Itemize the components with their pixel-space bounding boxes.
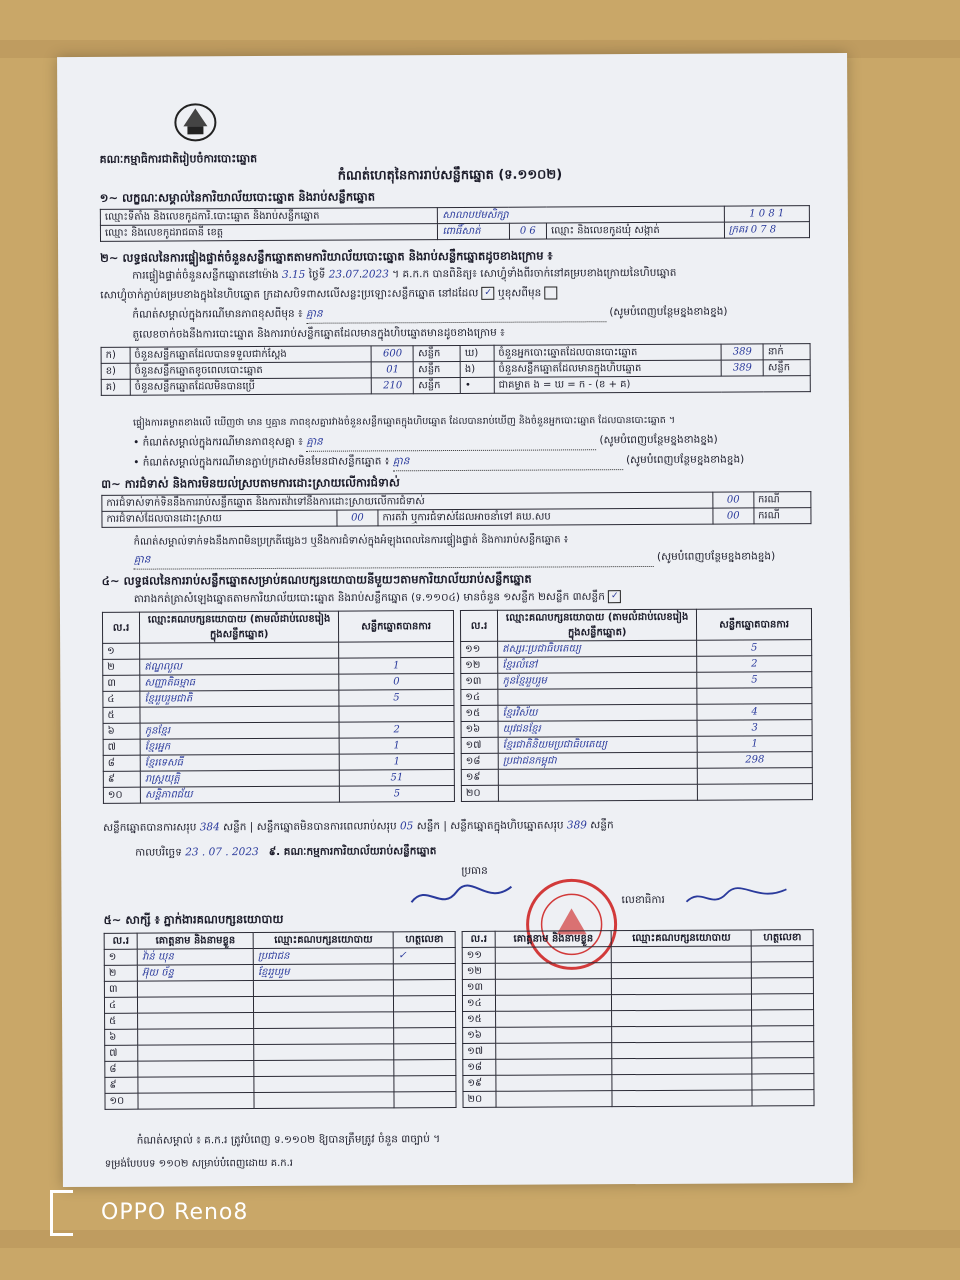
witness-row xyxy=(104,948,455,966)
party-name: សន្ដិភាពជ័យ xyxy=(141,786,340,803)
party-no: ១៤ xyxy=(461,689,498,705)
votes-table-left: ល.រ ឈ្មោះគណបក្សនយោបាយ (តាមលំដាប់លេខរៀងក្នុងសន្លឹកឆ្នោត) សន្លឹកឆ្នោតបានការ ១ ២ ឥណ្ឌលួល 1 ៣ សញ្ញាតិធម្មាធ 0 ៤ ខ្មែររួបរួមជាតិ 5 ៥ ៦ កូនខ្មែរ 2 ៧ ខ្មែរអ្នក 1 ៨ ខ្មែរទេសធី 1 ៩ រាស្ត្រយុត្តិ 51 ១០ សន្ដិភាពជ័យ 5 xyxy=(102,610,455,804)
witness-party xyxy=(254,1044,394,1061)
party-votes: 5 xyxy=(697,640,812,657)
party-no: ៣ xyxy=(103,675,140,691)
witness-row xyxy=(463,1074,814,1092)
witness-party xyxy=(254,1092,394,1109)
party-name: យុវជនខ្មែរ xyxy=(498,720,697,737)
party-votes: 1 xyxy=(339,754,454,771)
party-row xyxy=(461,640,812,658)
province-code: 0 6 xyxy=(509,223,547,239)
witness-empty-cell xyxy=(612,1058,752,1075)
witness-party: ខ្មែររួបរួម xyxy=(253,964,393,981)
witness-party xyxy=(254,1060,394,1077)
witness-empty-cell xyxy=(612,1042,752,1059)
party-votes: 3 xyxy=(697,720,812,737)
witness-empty-cell xyxy=(752,978,814,994)
witness-name xyxy=(138,997,254,1014)
party-row xyxy=(103,722,454,740)
witness-empty-cell xyxy=(611,962,751,979)
witness-no: ១៣ xyxy=(462,979,495,995)
location-label: ឈ្មោះទីតាំង និងលេខកូដការិ.បោះឆ្នោត និងរាប់សន្លឹកឆ្នោត xyxy=(100,208,438,226)
witness-row xyxy=(105,1012,456,1030)
party-votes: 2 xyxy=(339,722,454,739)
party-no: ៦ xyxy=(103,723,140,739)
party-votes: 4 xyxy=(697,704,812,721)
party-row xyxy=(461,688,812,706)
witness-empty-cell xyxy=(496,1027,612,1044)
witness-empty-cell xyxy=(611,946,751,963)
section-2-title: ២~ លទ្ធផលនៃការផ្ទៀងផ្ទាត់ចំនួនសន្លឹកឆ្នោតតាមការិយាល័យបោះឆ្នោត និងរាប់សន្លឹកឆ្នោតដូចខាងក្រោម ៖ xyxy=(100,248,553,265)
party-name: ខ្មែរលំនៅ xyxy=(498,656,697,673)
location-code: 1 0 8 1 xyxy=(724,206,809,222)
witness-party xyxy=(254,996,394,1013)
objection-note-value: គ្មាន (សូមបំពេញបន្ថែមខ្នងខាងខ្នង) xyxy=(134,550,776,569)
section-4-title: ៤~ លទ្ធផលនៃការរាប់សន្លឹកឆ្នោតសម្រាប់គណបក្សនយោបាយនីមួយៗតាមការិយាល័យរាប់សន្លឹកឆ្នោត xyxy=(101,571,532,588)
ballot-count-form xyxy=(57,53,853,1187)
witness-no: ១ xyxy=(104,949,137,965)
witness-sign: ✓ xyxy=(394,948,456,964)
witness-row xyxy=(105,1092,456,1110)
party-votes: 5 xyxy=(339,690,454,707)
witness-row xyxy=(462,946,813,964)
province-value: ពោធិ៍សាត់ xyxy=(438,223,509,239)
witness-name xyxy=(138,1045,254,1062)
votes-table-right: ល.រ ឈ្មោះគណបក្សនយោបាយ (តាមលំដាប់លេខរៀងក្នុងសន្លឹកឆ្នោត) សន្លឹកឆ្នោតបានការ ១១ ឥស្សរៈប្រជាធិបតេយ្យ 5 ១២ ខ្មែរលំនៅ 2 ១៣ កូនខ្មែររួបរួម 5 ១៤ ១៥ ខ្មែរវិស័យ 4 ១៦ យុវជនខ្មែរ 3 ១៧ ខ្មែរជាតិនិយមប្រជាធិបតេយ្យ 1 ១៨ ប្រជាជនកម្ពុជា 298 ១៩ ២០ xyxy=(460,608,813,802)
witness-empty-cell xyxy=(496,979,612,996)
witness-sign xyxy=(394,1028,456,1044)
witness-empty-cell xyxy=(752,1058,814,1074)
witness-party xyxy=(254,1012,394,1029)
witness-empty-cell xyxy=(752,1026,814,1042)
witness-empty-cell xyxy=(752,1042,814,1058)
party-votes xyxy=(697,768,812,785)
witness-empty-cell xyxy=(496,1075,612,1092)
party-no: ៧ xyxy=(103,739,140,755)
witness-empty-cell xyxy=(752,946,814,962)
section-3-title: ៣~ ការជំទាស់ និងការមិនយល់ស្របតាមការដោះស្រាយលើការជំទាស់ xyxy=(101,475,400,491)
party-name: កូនខ្មែររួបរួម xyxy=(498,672,697,689)
party-row xyxy=(461,752,812,770)
witness-empty-cell xyxy=(612,1010,752,1027)
sheet-count-checkbox: ✓ xyxy=(608,590,621,603)
witness-empty-cell xyxy=(752,962,814,978)
witness-no: ១៩ xyxy=(463,1075,496,1091)
counts-table xyxy=(101,343,811,396)
witness-row xyxy=(463,1058,814,1076)
witness-empty-cell xyxy=(752,994,814,1010)
party-row xyxy=(103,642,454,660)
witness-name xyxy=(138,1029,254,1046)
witness-row xyxy=(463,1042,814,1060)
party-name xyxy=(498,768,697,785)
witness-row xyxy=(463,1026,814,1044)
province-label: ឈ្មោះ និងលេខកូដរាជធានី ខេត្ត xyxy=(100,224,438,242)
difference-line: ផ្ទៀងការគម្លាតខាងលើ ឃើញថា មាន ឬគ្មាន ភាពខុសគ្នារវាងចំនួនសន្លឹកឆ្នោតក្នុងហិបឆ្នោត ដែលបានរាប់ឃើញ និងចំនួនអ្នកបោះឆ្នោត ដែលបានបោះឆ្នោត ។ xyxy=(132,414,676,429)
unchanged-checkbox: ✓ xyxy=(482,287,495,300)
party-votes: 298 xyxy=(697,752,812,769)
witness-sign xyxy=(394,1044,456,1060)
party-votes xyxy=(698,784,813,801)
party-votes: 0 xyxy=(339,674,454,691)
witness-empty-cell xyxy=(496,963,612,980)
date-line: កាលបរិច្ឆេទ 23 . 07 . 2023 ៩. គណៈកម្មការការិយាល័យរាប់សន្លឹកឆ្នោត xyxy=(135,845,437,859)
party-name: ខ្មែរទេសធី xyxy=(140,754,339,771)
party-name: ខ្មែរអ្នក xyxy=(140,738,339,755)
party-no: ៥ xyxy=(103,707,140,723)
witness-no: ១៥ xyxy=(463,1011,496,1027)
counts-intro: តួលេខចាក់ចងនឹងការបោះឆ្នោត និងការរាប់សន្លឹកឆ្នោតដែលមានក្នុងហិបឆ្នោតមានដូចខាងក្រោម ៖ xyxy=(132,326,505,341)
footer-note: កំណត់សម្គាល់ ៖ គ.ក.រ ត្រូវបំពេញ ទ.១១០២ ឱ្យបានត្រឹមត្រូវ ចំនួន ៣ច្បាប់ ។ xyxy=(136,1133,441,1147)
witness-sign xyxy=(394,996,456,1012)
party-no: ៨ xyxy=(103,755,140,771)
party-no: ១៦ xyxy=(461,721,498,737)
section-5-title: ៥~ សាក្សី ៖ ភ្នាក់ងារគណបក្សនយោបាយ xyxy=(103,911,284,927)
witness-empty-cell xyxy=(752,1074,814,1090)
party-name: ឥស្សរៈប្រជាធិបតេយ្យ xyxy=(498,640,697,657)
witness-row xyxy=(462,994,813,1012)
witness-no: ១២ xyxy=(462,963,495,979)
party-row xyxy=(461,672,812,690)
party-no: ២ xyxy=(103,659,140,675)
witness-party xyxy=(254,1028,394,1045)
witness-no: ៤ xyxy=(104,997,137,1013)
note-2-line: • កំណត់សម្គាល់ក្នុងករណីមានភាពខុសគ្នា ៖ គ្មាន (សូមបំពេញបន្ថែមខ្នងខាងខ្នង) xyxy=(133,434,718,453)
witness-name xyxy=(138,981,254,998)
party-votes: 1 xyxy=(339,658,454,675)
witness-no: ២០ xyxy=(463,1091,496,1107)
witness-empty-cell xyxy=(752,1010,814,1026)
witness-no: ៥ xyxy=(105,1013,138,1029)
witness-empty-cell xyxy=(496,1043,612,1060)
witness-no: ១៧ xyxy=(463,1043,496,1059)
witness-no: ៩ xyxy=(105,1077,138,1093)
party-no: ១៩ xyxy=(461,769,498,785)
party-name xyxy=(140,642,339,659)
section-1-title: ១~ លក្ខណៈសម្គាល់នៃការិយាល័យបោះឆ្នោត និងរាប់សន្លឹកឆ្នោត xyxy=(99,189,376,205)
witness-no: ១១ xyxy=(462,947,495,963)
witness-empty-cell xyxy=(611,978,751,995)
witness-row xyxy=(104,964,455,982)
party-row xyxy=(103,674,454,692)
witness-sign xyxy=(394,980,456,996)
camera-watermark: OPPO Reno8 xyxy=(50,1190,248,1236)
witness-no: ៧ xyxy=(105,1045,138,1061)
witness-party xyxy=(253,980,393,997)
witness-party xyxy=(254,1076,394,1093)
party-row xyxy=(103,754,454,772)
party-votes xyxy=(697,688,812,705)
party-name: សញ្ញាតិធម្មាធ xyxy=(140,674,339,691)
witness-sign xyxy=(394,1092,456,1108)
party-row xyxy=(103,706,454,724)
witness-empty-cell xyxy=(612,1090,752,1107)
party-votes: 5 xyxy=(340,786,455,803)
witness-no: ១៨ xyxy=(463,1059,496,1075)
witness-no: ៣ xyxy=(104,981,137,997)
witness-row xyxy=(104,980,455,998)
party-no: ៤ xyxy=(103,691,140,707)
party-row xyxy=(103,658,454,676)
witness-sign xyxy=(394,1012,456,1028)
witness-row xyxy=(105,1044,456,1062)
party-name xyxy=(498,688,697,705)
witness-empty-cell xyxy=(496,1091,612,1108)
party-no: ១៧ xyxy=(461,737,498,753)
chief-label: ប្រធាន xyxy=(461,864,488,877)
party-name: ខ្មែររួបរួមជាតិ xyxy=(140,690,339,707)
form-title: កំណត់ហេតុនៃការរាប់សន្លឹកឆ្នោត (ទ.១១០២) xyxy=(337,167,563,184)
section-1-table xyxy=(100,205,810,242)
party-no: ១០ xyxy=(103,787,140,803)
count-row: ខ) ចំនួនសន្លឹកឆ្នោតខូចពេលបោះឆ្នោត 01 សន្លឹក ង) ចំនួនសន្លឹកឆ្នោតដែលមានក្នុងហិបឆ្នោត 389 សន្លឹក xyxy=(101,360,810,380)
party-no: ១៨ xyxy=(461,753,498,769)
witness-table-left: ល.រ គោត្តនាម និងនាមខ្លួន ឈ្មោះគណបក្សនយោបាយ ហត្ថលេខា ១ វ៉ាន់ ឃុន ប្រជាជន ✓ ២ អ៊ុយ ច័ន្ទ ខ្មែររួបរួម ៣ ៤ ៥ ៦ ៧ ៨ ៩ ១០ xyxy=(104,931,457,1110)
witness-sign xyxy=(394,964,456,980)
secretary-label: លេខាធិការ xyxy=(621,893,665,907)
party-row xyxy=(103,786,454,804)
party-votes xyxy=(339,706,454,723)
party-name: ខ្មែរវិស័យ xyxy=(498,704,697,721)
party-no: ១២ xyxy=(461,657,498,673)
party-row xyxy=(461,704,812,722)
camera-logo-icon xyxy=(50,1190,73,1236)
witness-no: ១៦ xyxy=(463,1027,496,1043)
party-name: រាស្ត្រយុត្តិ xyxy=(140,770,339,787)
note-3-line: • កំណត់សម្គាល់ក្នុងករណីមានភ្ជាប់ក្រដាសមិនមែនជាសន្លឹកឆ្នោត ៖ គ្មាន (សូមបំពេញបន្ថែមខ្នងខាងខ្នង) xyxy=(133,453,744,472)
objection-note: កំណត់សម្គាល់ទាក់ទងនឹងភាពមិនប្រក្រតីផ្សេងៗ ឬនឹងការជំទាស់ក្នុងអំឡុងពេលនៃការផ្ទៀងផ្ទាត់ និងការរាប់សន្លឹកឆ្នោត ៖ xyxy=(133,534,569,548)
witness-no: ២ xyxy=(104,965,137,981)
nec-emblem-icon xyxy=(169,96,221,144)
witness-empty-cell xyxy=(752,1090,814,1106)
party-name xyxy=(499,784,698,801)
party-name: កូនខ្មែរ xyxy=(140,722,339,739)
sheets-line: តារាងកត់ត្រាសំឡេងឆ្នោតតាមការិយាល័យបោះឆ្នោត និងរាប់សន្លឹកឆ្នោត (ទ.១១០៤) មានចំនួន ១សន្លឹក ២សន្លឹក ៣សន្លឹក ✓ xyxy=(134,590,621,608)
witness-row xyxy=(105,1028,456,1046)
witness-empty-cell xyxy=(496,947,612,964)
party-votes: 2 xyxy=(697,656,812,673)
seal-check-line: សោហ្វុំចាក់ភ្ជាប់គម្របខាងក្នុងនៃហិបឆ្នោត ក្រដាសបិទពាសលើសន្លះប្រឡោះសន្លឹកឆ្នោត នៅដដែល ✓ ឬខុសពីមុន xyxy=(100,286,557,304)
party-row xyxy=(461,768,812,786)
party-row xyxy=(461,736,812,754)
party-row xyxy=(461,720,812,738)
witness-name: អ៊ុយ ច័ន្ទ xyxy=(138,965,254,982)
witness-row xyxy=(105,1076,456,1094)
witness-no: ៨ xyxy=(105,1061,138,1077)
witness-no: ១០ xyxy=(105,1093,138,1109)
witness-name xyxy=(138,1061,254,1078)
witness-sign xyxy=(394,1060,456,1076)
witness-no: ១៤ xyxy=(462,995,495,1011)
party-no: ១១ xyxy=(461,641,498,657)
party-no: ១៣ xyxy=(461,673,498,689)
witness-row xyxy=(104,996,455,1014)
party-votes: 51 xyxy=(339,770,454,787)
party-no: ៩ xyxy=(103,771,140,787)
party-name: ឥណ្ឌលួល xyxy=(140,658,339,675)
witness-table-right: ល.រ គោត្តនាម និងនាមខ្លួន ឈ្មោះគណបក្សនយោបាយ ហត្ថលេខា ១១ ១២ ១៣ ១៤ ១៥ ១៦ ១៧ ១៨ ១៩ ២០ xyxy=(462,929,815,1108)
party-row xyxy=(103,738,454,756)
party-no: ២០ xyxy=(461,785,498,801)
party-no: ១៥ xyxy=(461,705,498,721)
count-row: ក) ចំនួនសន្លឹកឆ្នោតដែលបានទទួលជាក់ស្តែង 600 សន្លឹក ឃ) ចំនួនអ្នកបោះឆ្នោតដែលបានបោះឆ្នោត 389 នាក់ xyxy=(101,344,810,364)
party-no: ១ xyxy=(103,643,140,659)
count-row: គ) ចំនួនសន្លឹកឆ្នោតដែលមិនបានប្រើ 210 សន្លឹក • ជាគម្លាត ង = ឃ = ក - (ខ + គ) xyxy=(101,376,810,396)
party-row xyxy=(461,656,812,674)
note-1-line: កំណត់សម្គាល់ក្នុងករណីមានភាពខុសពីមុន ៖ គ្មាន (សូមបំពេញបន្ថែមខ្នងខាងខ្នង) xyxy=(132,306,727,325)
check-time-line: ការផ្ទៀងផ្ទាត់ចំនួនសន្លឹកឆ្នោតនៅម៉ោង 3.15 ថ្ងៃទី 23.07.2023 ។ គ.ក.ក បានពិនិត្យ៖ សោហ្វុំទាំងពីរចាក់នៅគម្របខាងក្រោយនៃហិបឆ្នោត xyxy=(132,266,677,282)
footer-form-line: ទម្រង់បែបបទ ១១០២ សម្រាប់បំពេញដោយ គ.ក.រ xyxy=(104,1157,293,1170)
changed-checkbox xyxy=(545,286,558,299)
totals-line: សន្លឹកឆ្នោតបានការសរុប 384 សន្លឹក | សន្លឹកឆ្នោតមិនបានការពេលរាប់សរុប 05 សន្លឹក | សន្លឹកឆ្នោតក្នុងហិបឆ្នោតសរុប 389 សន្លឹក xyxy=(103,819,614,834)
objections-table: ការជំទាស់ទាក់ទិននឹងការរាប់សន្លឹកឆ្នោត និងការតវ៉ាទៅនឹងការដោះស្រាយលើការជំទាស់ 00 ករណី ការជំទាស់ដែលបានដោះស្រាយ 00 ការតវ៉ា ឬការជំទាស់ដែលអាចនាំទៅ គឃ.សប 00 ករណី xyxy=(101,491,811,528)
witness-row xyxy=(463,1010,814,1028)
witness-sign xyxy=(394,1076,456,1092)
witness-name xyxy=(138,1013,254,1030)
witness-empty-cell xyxy=(496,1059,612,1076)
party-votes: 5 xyxy=(697,672,812,689)
party-row xyxy=(103,770,454,788)
party-votes: 1 xyxy=(697,736,812,753)
party-name: ប្រជាជនកម្ពុជា xyxy=(498,752,697,769)
witness-party: ប្រជាជន xyxy=(253,948,393,965)
witness-empty-cell xyxy=(496,995,612,1012)
party-votes: 1 xyxy=(339,738,454,755)
witness-row xyxy=(462,962,813,980)
witness-no: ៦ xyxy=(105,1029,138,1045)
witness-empty-cell xyxy=(496,1011,612,1028)
location-value: សាលាបឋមសិក្សា xyxy=(438,206,724,223)
witness-empty-cell xyxy=(612,1026,752,1043)
commune-label: ឈ្មោះ និងលេខកូដឃុំ សង្កាត់ xyxy=(547,222,725,239)
party-row xyxy=(103,690,454,708)
org-name: គណៈកម្មាធិការជាតិរៀបចំការបោះឆ្នោត xyxy=(99,152,258,166)
party-row xyxy=(461,784,812,802)
party-name xyxy=(140,706,339,723)
witness-name xyxy=(138,1093,254,1110)
party-votes xyxy=(339,642,454,659)
party-name: ខ្មែរជាតិនិយមប្រជាធិបតេយ្យ xyxy=(498,736,697,753)
witness-row xyxy=(105,1060,456,1078)
witness-row xyxy=(462,978,813,996)
witness-name xyxy=(138,1077,254,1094)
witness-empty-cell xyxy=(612,1074,752,1091)
witness-row xyxy=(463,1090,814,1108)
chief-signature-icon xyxy=(406,877,516,918)
witness-empty-cell xyxy=(612,994,752,1011)
secretary-signature-icon xyxy=(681,881,791,912)
witness-name: វ៉ាន់ ឃុន xyxy=(138,949,254,966)
commune-value: ក្រគរ 0 7 8 xyxy=(724,222,809,238)
